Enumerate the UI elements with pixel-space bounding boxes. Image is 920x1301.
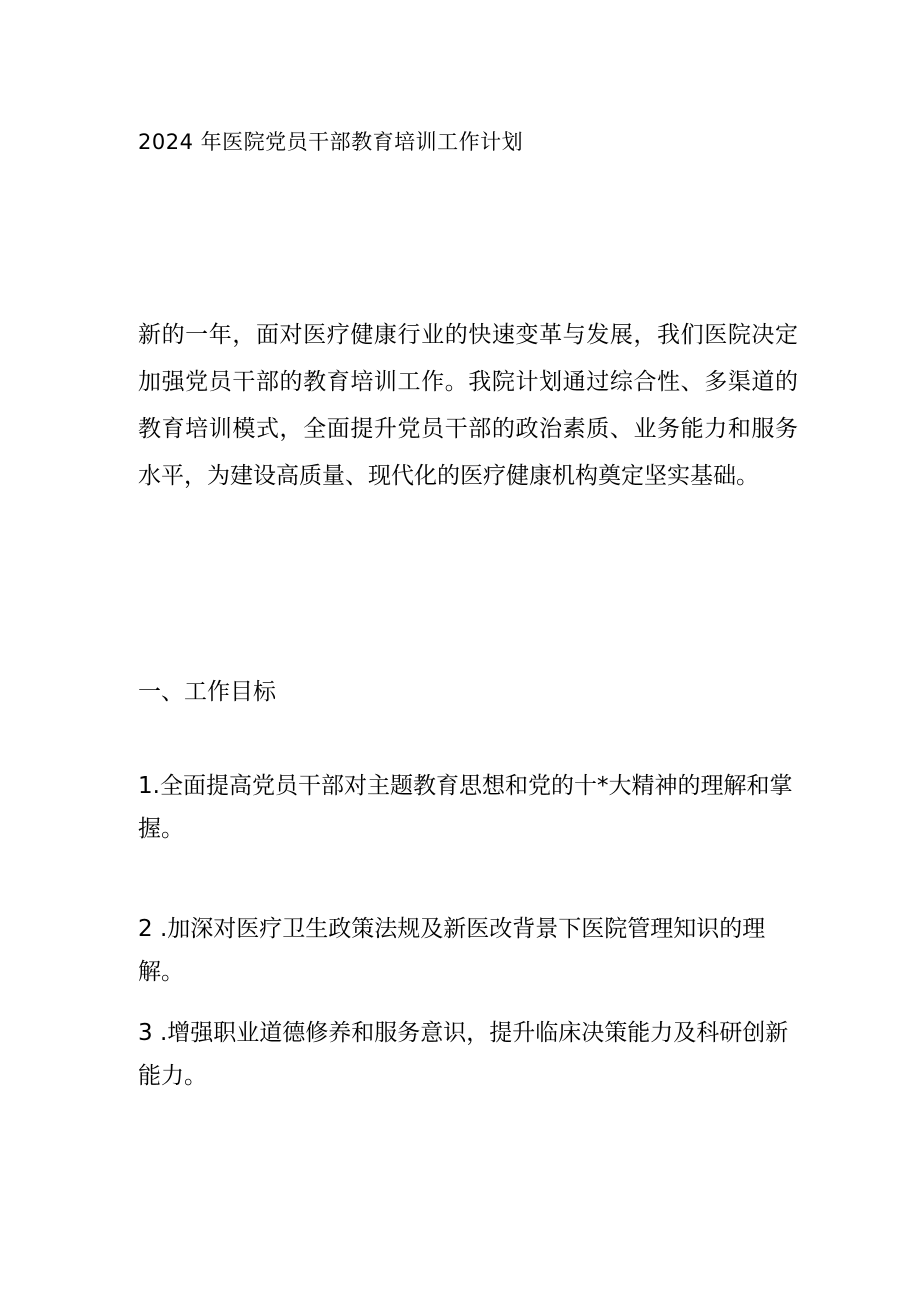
goal-item-2: 2 .加深对医疗卫生政策法规及新医改背景下医院管理知识的理解。 xyxy=(138,916,766,985)
intro-paragraph: 新的一年，面对医疗健康行业的快速变革与发展，我们医院决定加强党员干部的教育培训工作。我院计划通过综合性、多渠道的教育培训模式，全面提升党员干部的政治素质、业务能力和服务水平，为建设高质量、现代化的医疗健康机构奠定坚实基础。 xyxy=(138,322,798,489)
document-title: 2024 年医院党员干部教育培训工作计划 xyxy=(138,130,524,154)
goal-item-1: 1.全面提高党员干部对主题教育思想和党的十*大精神的理解和掌握。 xyxy=(138,773,793,842)
goal-item-3: 3 .增强职业道德修养和服务意识，提升临床决策能力及科研创新能力。 xyxy=(138,1020,789,1089)
section-heading-work-goals: 一、工作目标 xyxy=(138,679,276,705)
